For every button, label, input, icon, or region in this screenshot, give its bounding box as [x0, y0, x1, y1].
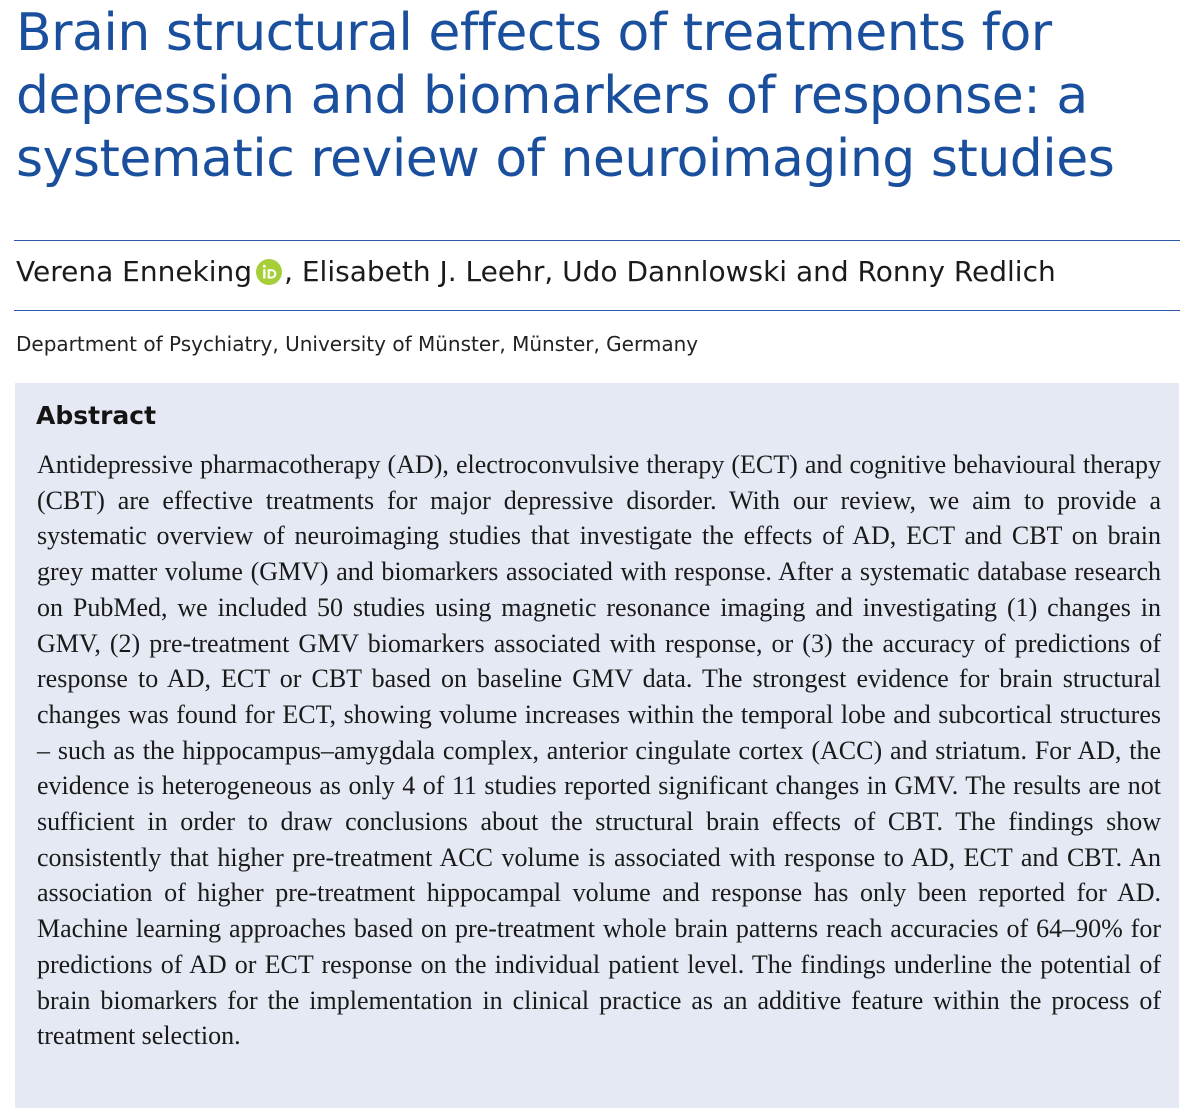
orcid-icon[interactable]	[256, 256, 282, 282]
abstract-heading: Abstract	[36, 401, 157, 430]
first-author: Verena Enneking	[16, 255, 253, 288]
author-list	[16, 252, 1056, 292]
abstract-text: Antidepressive pharmacotherapy (AD), electroconvulsive therapy (ECT) and cognitive behavioural therapy (CBT) are effective treatments for major depressive disorder. With our review, we aim to provide a systematic overview of neuroimaging studies that investigate the effects of AD, ECT and CBT on brain grey matter volume (GMV) and biomarkers associated with response. After a systematic database research on PubMed, we included 50 studies using magnetic resonance imaging and investigating (1) changes in GMV, (2) pre-treatment GMV biomarkers associated with response, or (3) the accuracy of predictions of response to AD, ECT or CBT based on baseline GMV data. The strongest evidence for brain structural changes was found for ECT, showing volume increases within the temporal lobe and subcortical structures – such as the hippocampus–amygdala complex, anterior cingulate cortex (ACC) and striatum. For AD, the evidence is heterogeneous as only 4 of 11 studies reported significant changes in GMV. The results are not sufficient in order to draw conclusions about the structural brain effects of CBT. The findings show consistently that higher pre-treatment ACC volume is associated with response to AD, ECT and CBT. An association of higher pre-treatment hippocampal volume and response has only been reported for AD. Machine learning approaches based on pre-treatment whole brain patterns reach accuracies of 64–90% for predictions of AD or ECT response on the individual patient level. The findings underline the potential of brain biomarkers for the implementation in clinical practice as an additive feature within the process of treatment selection.	[37, 450, 1161, 1051]
authors-divider	[14, 310, 1180, 311]
title-divider	[14, 240, 1180, 241]
other-authors: , Elisabeth J. Leehr, Udo Dannlowski and Ronny Redlich	[284, 255, 1056, 288]
affiliation: Department of Psychiatry, University of Münster, Münster, Germany	[16, 332, 699, 356]
article-title: Brain structural effects of treatments for depression and biomarkers of response: a systematic review of neuroimaging studies	[16, 3, 1115, 189]
abstract-box	[15, 383, 1179, 1108]
